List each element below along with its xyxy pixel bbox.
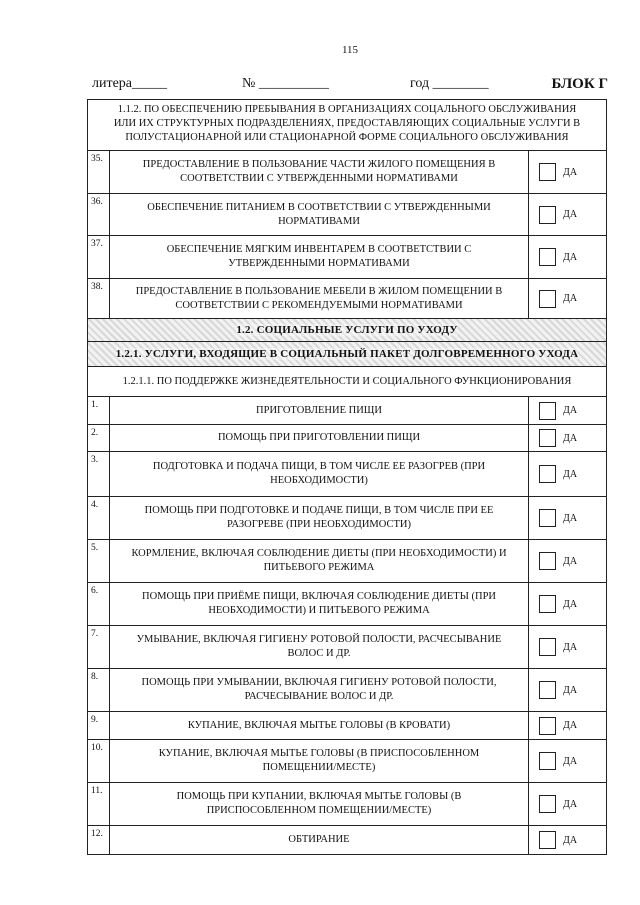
answer-label: ДА <box>563 684 578 696</box>
form-table <box>87 99 607 855</box>
checkbox[interactable] <box>539 595 556 613</box>
section-heading-1-2-1-1: 1.2.1.1. ПО ПОДДЕРЖКЕ ЖИЗНЕДЕЯТЕЛЬНОСТИ И СОЦИАЛЬНОГО ФУНКЦИОНИРОВАНИЯ <box>88 367 606 397</box>
table-row <box>88 279 606 319</box>
table-row <box>88 540 606 583</box>
table-row <box>88 669 606 712</box>
answer-label: ДА <box>563 555 578 567</box>
row-number: 12. <box>88 826 110 854</box>
table-row <box>88 583 606 626</box>
row-text: ПОМОЩЬ ПРИ ПРИЁМЕ ПИЩИ, ВКЛЮЧАЯ СОБЛЮДЕНИЕ ДИЕТЫ (ПРИ НЕОБХОДИМОСТИ) И ПИТЬЕВОГО РЕЖИМА <box>110 583 529 625</box>
answer-label: ДА <box>563 641 578 653</box>
table-row <box>88 783 606 826</box>
answer-label: ДА <box>563 512 578 524</box>
checkbox[interactable] <box>539 465 556 483</box>
litera-field[interactable]: литера_____ <box>92 76 168 91</box>
answer-cell <box>529 740 606 782</box>
row-text: ПРИГОТОВЛЕНИЕ ПИЩИ <box>110 397 529 424</box>
row-number: 1. <box>88 397 110 424</box>
section-title: 1.2. СОЦИАЛЬНЫЕ УСЛУГИ ПО УХОДУ <box>236 324 458 336</box>
checkbox[interactable] <box>539 402 556 420</box>
section-heading-1-1-2: 1.1.2. ПО ОБЕСПЕЧЕНИЮ ПРЕБЫВАНИЯ В ОРГАНИЗАЦИЯХ СОЦАЛЬНОГО ОБСЛУЖИВАНИЯ ИЛИ ИХ СТРУКТУРНЫХ ПОДРАЗДЕЛЕНИЯХ, ПРЕДОСТАВЛЯЮЩИХ СОЦИАЛЬНЫЕ УСЛУГИ В ПОЛУСТАЦИОНАРНОЙ ИЛИ СТАЦИОНАРНОЙ ФОРМЕ СОЦИАЛЬНОГО ОБСЛУЖИВАНИЯ <box>88 100 606 151</box>
checkbox[interactable] <box>539 638 556 656</box>
table-row <box>88 740 606 783</box>
checkbox[interactable] <box>539 795 556 813</box>
table-row <box>88 497 606 540</box>
row-text: КУПАНИЕ, ВКЛЮЧАЯ МЫТЬЕ ГОЛОВЫ (В ПРИСПОСОБЛЕННОМ ПОМЕЩЕНИИ/МЕСТЕ) <box>110 740 529 782</box>
answer-cell <box>529 397 606 424</box>
row-text: ПОМОЩЬ ПРИ УМЫВАНИИ, ВКЛЮЧАЯ ГИГИЕНУ РОТОВОЙ ПОЛОСТИ, РАСЧЕСЫВАНИЕ ВОЛОС И ДР. <box>110 669 529 711</box>
answer-cell <box>529 826 606 854</box>
table-row <box>88 826 606 855</box>
table-row <box>88 236 606 279</box>
table-row <box>88 425 606 452</box>
answer-cell <box>529 151 606 193</box>
year-field[interactable]: год ________ <box>410 76 489 91</box>
block-label: БЛОК Г <box>551 76 608 92</box>
table-row <box>88 452 606 497</box>
row-number: 9. <box>88 712 110 739</box>
answer-label: ДА <box>563 432 578 444</box>
row-number: 37. <box>88 236 110 278</box>
row-text: УМЫВАНИЕ, ВКЛЮЧАЯ ГИГИЕНУ РОТОВОЙ ПОЛОСТИ, РАСЧЕСЫВАНИЕ ВОЛОС И ДР. <box>110 626 529 668</box>
answer-cell <box>529 497 606 539</box>
section-band-1-2 <box>88 319 606 342</box>
section-title: 1.2.1. УСЛУГИ, ВХОДЯЩИЕ В СОЦИАЛЬНЫЙ ПАКЕТ ДОЛГОВРЕМЕННОГО УХОДА <box>115 348 579 360</box>
row-number: 7. <box>88 626 110 668</box>
answer-cell <box>529 669 606 711</box>
row-number: 8. <box>88 669 110 711</box>
number-field[interactable]: № __________ <box>242 76 329 91</box>
checkbox[interactable] <box>539 509 556 527</box>
row-number: 11. <box>88 783 110 825</box>
answer-label: ДА <box>563 166 578 178</box>
row-text: ОБЕСПЕЧЕНИЕ МЯГКИМ ИНВЕНТАРЕМ В СООТВЕТСТВИИ С УТВЕРЖДЕННЫМИ НОРМАТИВАМИ <box>110 236 529 278</box>
row-text: КУПАНИЕ, ВКЛЮЧАЯ МЫТЬЕ ГОЛОВЫ (В КРОВАТИ) <box>110 712 529 739</box>
answer-label: ДА <box>563 834 578 846</box>
checkbox[interactable] <box>539 429 556 447</box>
checkbox[interactable] <box>539 681 556 699</box>
checkbox[interactable] <box>539 717 556 735</box>
answer-label: ДА <box>563 798 578 810</box>
row-number: 6. <box>88 583 110 625</box>
answer-label: ДА <box>563 598 578 610</box>
answer-cell <box>529 712 606 739</box>
checkbox[interactable] <box>539 163 556 181</box>
row-text: ПОДГОТОВКА И ПОДАЧА ПИЩИ, В ТОМ ЧИСЛЕ ЕЕ РАЗОГРЕВ (ПРИ НЕОБХОДИМОСТИ) <box>110 452 529 496</box>
row-number: 36. <box>88 194 110 235</box>
row-number: 38. <box>88 279 110 318</box>
page-number: 115 <box>341 44 359 56</box>
answer-cell <box>529 783 606 825</box>
table-row <box>88 194 606 236</box>
row-text: ПОМОЩЬ ПРИ ПОДГОТОВКЕ И ПОДАЧЕ ПИЩИ, В ТОМ ЧИСЛЕ ПРИ ЕЕ РАЗОГРЕВЕ (ПРИ НЕОБХОДИМОСТИ) <box>110 497 529 539</box>
row-text: ОБТИРАНИЕ <box>110 826 529 854</box>
row-number: 5. <box>88 540 110 582</box>
row-text: ПРЕДОСТАВЛЕНИЕ В ПОЛЬЗОВАНИЕ МЕБЕЛИ В ЖИЛОМ ПОМЕЩЕНИИ В СООТВЕТСТВИИ С РЕКОМЕНДУЕМЫМИ НОРМАТИВАМИ <box>110 279 529 318</box>
checkbox[interactable] <box>539 206 556 224</box>
answer-label: ДА <box>563 755 578 767</box>
answer-cell <box>529 425 606 451</box>
row-number: 10. <box>88 740 110 782</box>
answer-cell <box>529 452 606 496</box>
section-band-1-2-1 <box>88 342 606 367</box>
row-number: 2. <box>88 425 110 451</box>
table-row <box>88 397 606 425</box>
table-row <box>88 712 606 740</box>
answer-cell <box>529 540 606 582</box>
table-row <box>88 626 606 669</box>
answer-label: ДА <box>563 209 578 220</box>
row-number: 35. <box>88 151 110 193</box>
table-row <box>88 151 606 194</box>
answer-label: ДА <box>563 293 578 304</box>
answer-cell <box>529 583 606 625</box>
answer-label: ДА <box>563 251 578 263</box>
checkbox[interactable] <box>539 552 556 570</box>
checkbox[interactable] <box>539 752 556 770</box>
row-text: ОБЕСПЕЧЕНИЕ ПИТАНИЕМ В СООТВЕТСТВИИ С УТВЕРЖДЕННЫМИ НОРМАТИВАМИ <box>110 194 529 235</box>
row-text: ПОМОЩЬ ПРИ ПРИГОТОВЛЕНИИ ПИЩИ <box>110 425 529 451</box>
row-text: ПОМОЩЬ ПРИ КУПАНИИ, ВКЛЮЧАЯ МЫТЬЕ ГОЛОВЫ (В ПРИСПОСОБЛЕННОМ ПОМЕЩЕНИИ/МЕСТЕ) <box>110 783 529 825</box>
answer-label: ДА <box>563 405 578 416</box>
row-text: КОРМЛЕНИЕ, ВКЛЮЧАЯ СОБЛЮДЕНИЕ ДИЕТЫ (ПРИ НЕОБХОДИМОСТИ) И ПИТЬЕВОГО РЕЖИМА <box>110 540 529 582</box>
row-number: 4. <box>88 497 110 539</box>
answer-label: ДА <box>563 468 578 480</box>
row-text: ПРЕДОСТАВЛЕНИЕ В ПОЛЬЗОВАНИЕ ЧАСТИ ЖИЛОГО ПОМЕЩЕНИЯ В СООТВЕТСТВИИ С УТВЕРЖДЕННЫМИ НОРМАТИВАМИ <box>110 151 529 193</box>
row-number: 3. <box>88 452 110 496</box>
answer-cell <box>529 194 606 235</box>
answer-cell <box>529 626 606 668</box>
checkbox[interactable] <box>539 831 556 849</box>
answer-label: ДА <box>563 720 578 731</box>
form-header <box>92 76 608 96</box>
answer-cell <box>529 279 606 318</box>
checkbox[interactable] <box>539 248 556 266</box>
checkbox[interactable] <box>539 290 556 308</box>
answer-cell <box>529 236 606 278</box>
